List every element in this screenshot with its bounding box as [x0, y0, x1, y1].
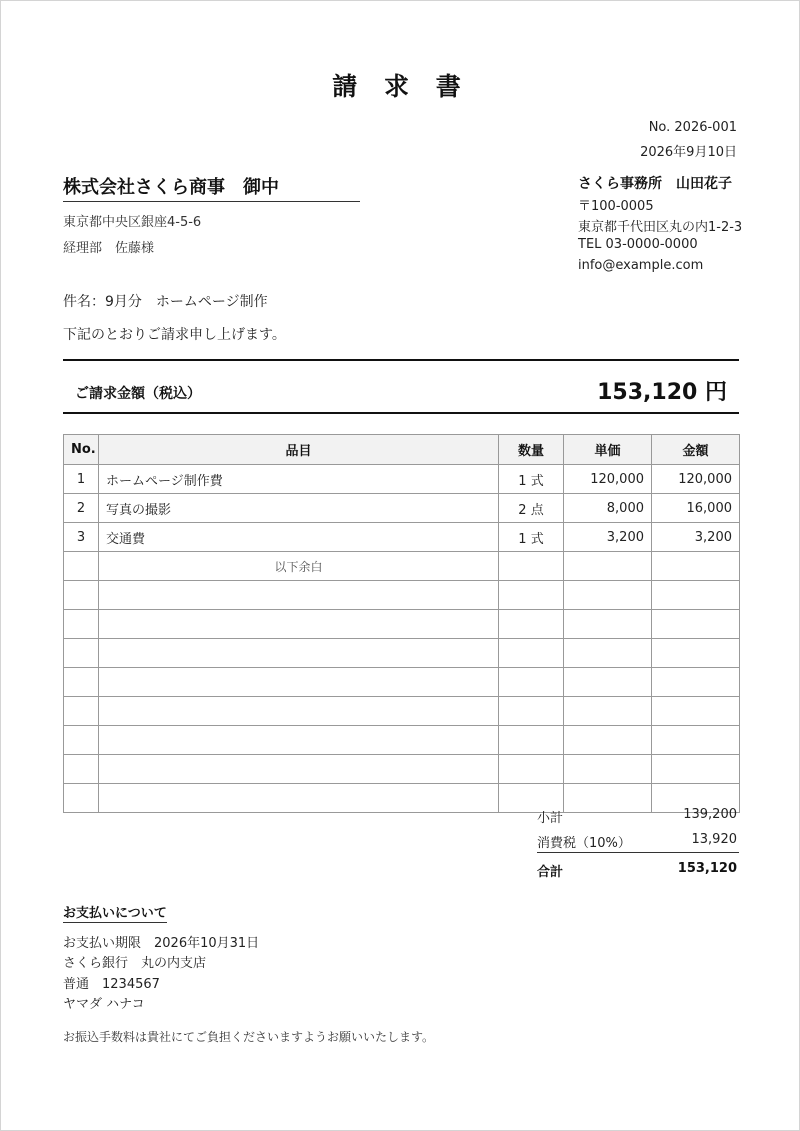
- issuer-tel: TEL 03-0000-0000: [578, 237, 698, 252]
- payment-holder: ヤマダ ハナコ: [63, 997, 145, 1012]
- table-row-note: [64, 552, 740, 581]
- empty-cell: [64, 726, 99, 755]
- empty-cell: [499, 726, 564, 755]
- header-item: 品目: [99, 435, 499, 465]
- table-row-empty: [64, 755, 740, 784]
- empty-cell: [64, 668, 99, 697]
- table-row-empty: [64, 639, 740, 668]
- empty-cell: [99, 784, 499, 813]
- empty-cell: [499, 581, 564, 610]
- table-row-empty: [64, 784, 740, 813]
- empty-cell: [564, 784, 652, 813]
- empty-cell: [564, 755, 652, 784]
- empty-cell: [64, 581, 99, 610]
- header-unit-price: 単価: [564, 435, 652, 465]
- empty-cell: [652, 697, 740, 726]
- line-items-table: [63, 434, 740, 813]
- row-no: 1: [64, 465, 99, 494]
- table-row-empty: [64, 581, 740, 610]
- table-row: [64, 494, 740, 523]
- row-item: ホームページ制作費: [99, 465, 499, 494]
- row-item: 交通費: [99, 523, 499, 552]
- empty-cell: [652, 552, 740, 581]
- row-qty: 1 式: [499, 523, 564, 552]
- table-row-empty: [64, 697, 740, 726]
- empty-cell: [499, 552, 564, 581]
- empty-cell: [499, 697, 564, 726]
- tax-label: 消費税（10%）: [537, 836, 631, 851]
- table-row-empty: [64, 610, 740, 639]
- empty-cell: [499, 639, 564, 668]
- empty-cell: [652, 726, 740, 755]
- empty-cell: [564, 581, 652, 610]
- empty-cell: [99, 610, 499, 639]
- empty-cell: [64, 552, 99, 581]
- row-unit-price: 8,000: [564, 494, 652, 523]
- row-qty: 2 点: [499, 494, 564, 523]
- payment-heading-underline: [63, 922, 167, 923]
- empty-cell: [499, 668, 564, 697]
- payment-heading: お支払いについて: [63, 906, 167, 921]
- subtotal-label: 小計: [537, 811, 564, 826]
- issuer-postal: 〒100-0005: [578, 199, 654, 214]
- grand-total-value: 153,120: [677, 861, 737, 876]
- table-row: [64, 465, 740, 494]
- header-no: No.: [64, 435, 99, 465]
- row-unit-price: 120,000: [564, 465, 652, 494]
- empty-cell: [652, 668, 740, 697]
- empty-cell: [64, 639, 99, 668]
- remaining-blank-note: 以下余白: [99, 552, 499, 581]
- payment-bank: さくら銀行 丸の内支店: [63, 956, 207, 971]
- table-row-empty: [64, 668, 740, 697]
- header-qty: 数量: [499, 435, 564, 465]
- payment-account: 普通 1234567: [63, 977, 160, 992]
- empty-cell: [99, 755, 499, 784]
- grand-total-label: 合計: [537, 865, 564, 880]
- issuer-email: info@example.com: [578, 258, 704, 273]
- invoice-number: No. 2026-001: [648, 120, 737, 135]
- row-amount: 16,000: [652, 494, 740, 523]
- subtotal-value: 139,200: [683, 807, 737, 822]
- client-name: 株式会社さくら商事 御中: [63, 177, 279, 198]
- empty-cell: [99, 668, 499, 697]
- empty-cell: [652, 755, 740, 784]
- row-amount: 3,200: [652, 523, 740, 552]
- invoice-intro: 下記のとおりご請求申し上げます。: [63, 327, 286, 343]
- empty-cell: [564, 668, 652, 697]
- issuer-name: さくら事務所 山田花子: [578, 176, 732, 192]
- table-row: [64, 523, 740, 552]
- row-no: 3: [64, 523, 99, 552]
- row-item: 写真の撮影: [99, 494, 499, 523]
- client-contact: 経理部 佐藤様: [63, 241, 155, 256]
- empty-cell: [652, 581, 740, 610]
- tax-value: 13,920: [691, 832, 737, 847]
- empty-cell: [64, 784, 99, 813]
- empty-cell: [564, 697, 652, 726]
- empty-cell: [652, 610, 740, 639]
- row-unit-price: 3,200: [564, 523, 652, 552]
- row-no: 2: [64, 494, 99, 523]
- empty-cell: [64, 610, 99, 639]
- fee-footnote: お振込手数料は貴社にてご負担くださいますようお願いいたします。: [63, 1030, 435, 1044]
- client-name-underline: [63, 201, 360, 202]
- empty-cell: [99, 639, 499, 668]
- empty-cell: [564, 726, 652, 755]
- table-row-empty: [64, 726, 740, 755]
- total-amount-box: [63, 359, 739, 414]
- issuer-address: 東京都千代田区丸の内1-2-3: [578, 220, 743, 235]
- total-amount-value: 153,120 円: [597, 380, 727, 405]
- empty-cell: [64, 755, 99, 784]
- client-address: 東京都中央区銀座4-5-6: [63, 215, 202, 230]
- row-qty: 1 式: [499, 465, 564, 494]
- payment-due: お支払い期限 2026年10月31日: [63, 936, 260, 951]
- table-header-row: [64, 435, 740, 465]
- empty-cell: [652, 639, 740, 668]
- empty-cell: [564, 639, 652, 668]
- empty-cell: [99, 726, 499, 755]
- empty-cell: [64, 697, 99, 726]
- invoice-subject: 件名：9月分 ホームページ制作: [63, 294, 268, 310]
- empty-cell: [99, 697, 499, 726]
- empty-cell: [564, 610, 652, 639]
- summary-divider: [537, 852, 739, 853]
- total-amount-label: ご請求金額（税込）: [75, 386, 201, 402]
- document-title: 請 求 書: [332, 72, 470, 101]
- empty-cell: [99, 581, 499, 610]
- row-amount: 120,000: [652, 465, 740, 494]
- empty-cell: [499, 755, 564, 784]
- empty-cell: [499, 610, 564, 639]
- invoice-date: 2026年9月10日: [640, 145, 737, 160]
- header-amount: 金額: [652, 435, 740, 465]
- empty-cell: [564, 552, 652, 581]
